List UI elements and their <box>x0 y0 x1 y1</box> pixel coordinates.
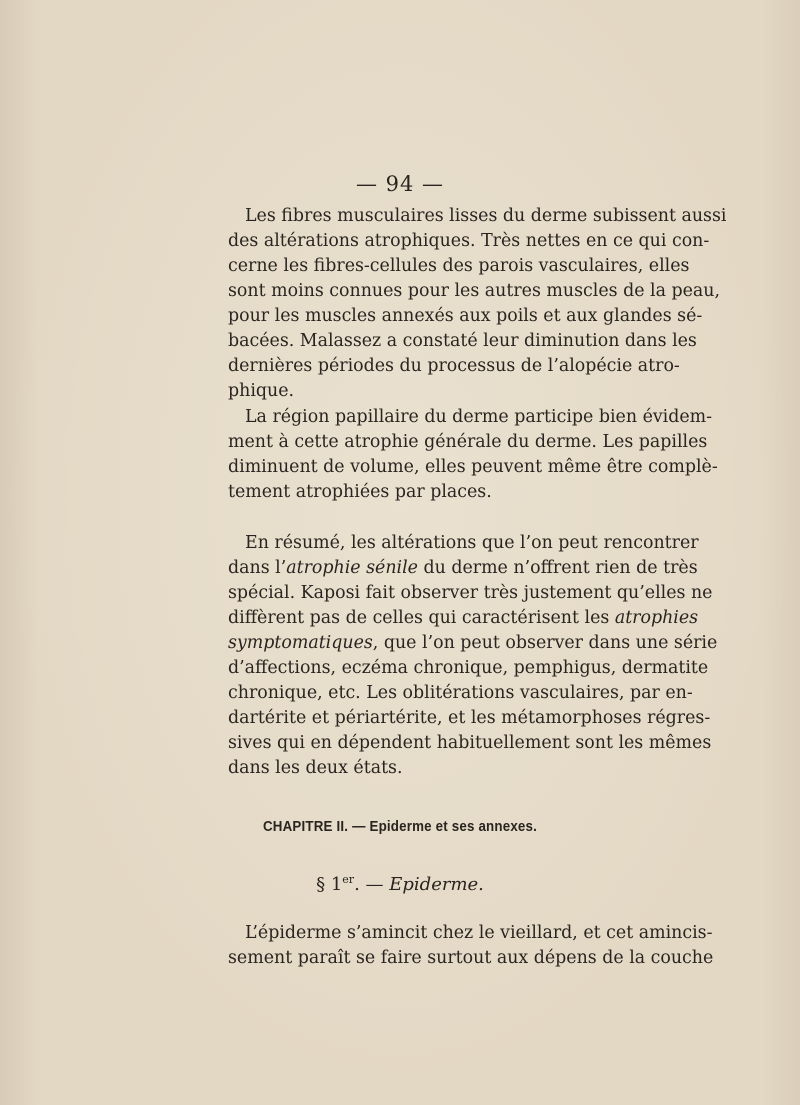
text-line: d’affections, eczéma chronique, pemphigus, dermatite <box>228 658 709 678</box>
text-line: dernières périodes du processus de l’alopécie atro- <box>228 356 680 376</box>
text-line: spécial. Kaposi fait observer très justement qu’elles ne <box>228 583 713 603</box>
text-fragment: diffèrent pas de celles qui caractérisent les <box>228 608 615 628</box>
text-line: diminuent de volume, elles peuvent même être complè- <box>228 457 718 477</box>
text-line: dans les deux états. <box>228 758 403 778</box>
section-title: Epiderme. <box>389 874 484 895</box>
text-line <box>228 631 718 656</box>
text-line: dartérite et périartérite, et les métamorphoses régres- <box>228 708 711 728</box>
text-line: chronique, etc. Les oblitérations vasculaires, par en- <box>228 683 693 703</box>
paragraph-papillary <box>228 405 718 505</box>
text-line: sement paraît se faire surtout aux dépens de la couche <box>228 948 714 968</box>
text-line: L’épiderme s’amincit chez le vieillard, et cet amincis- <box>245 923 713 943</box>
text-line: sives qui en dépendent habituellement sont les mêmes <box>228 733 712 753</box>
text-line <box>228 606 698 631</box>
text-line: des altérations atrophiques. Très nettes en ce qui con- <box>228 231 710 251</box>
chapter-heading: CHAPITRE II. — Epiderme et ses annexes. <box>262 819 538 835</box>
text-line: ment à cette atrophie générale du derme. Les papilles <box>228 432 708 452</box>
italic-term: symptomatiques <box>228 633 373 653</box>
text-fragment: , que l’on peut observer dans une série <box>372 633 718 653</box>
text-fragment: du derme n’offrent rien de très <box>417 558 698 578</box>
italic-term: atrophie sénile <box>286 558 418 578</box>
text-line: tement atrophiées par places. <box>228 482 492 502</box>
text-line: bacées. Malassez a constaté leur diminution dans les <box>228 331 697 351</box>
paragraph-epidermis <box>228 921 714 971</box>
text-line: cerne les fibres-cellules des parois vasculaires, elles <box>228 256 690 276</box>
section-separator: . — <box>354 874 390 895</box>
text-fragment: dans l’ <box>228 558 287 578</box>
paragraph-muscles <box>228 204 727 404</box>
text-line <box>228 556 698 581</box>
text-line: phique. <box>228 381 295 401</box>
section-heading <box>0 873 800 895</box>
italic-term: atrophies <box>614 608 699 628</box>
section-symbol: § 1 <box>316 874 343 895</box>
paragraph-summary <box>228 531 718 781</box>
section-superscript: er <box>342 873 355 886</box>
text-line: La région papillaire du derme participe bien évidem- <box>245 407 713 427</box>
text-line: Les fibres musculaires lisses du derme subissent aussi <box>245 206 727 226</box>
text-line: En résumé, les altérations que l’on peut rencontrer <box>245 533 699 553</box>
text-line: pour les muscles annexés aux poils et aux glandes sé- <box>228 306 703 326</box>
page-number: — 94 — <box>355 172 445 196</box>
text-line: sont moins connues pour les autres muscles de la peau, <box>228 281 720 301</box>
